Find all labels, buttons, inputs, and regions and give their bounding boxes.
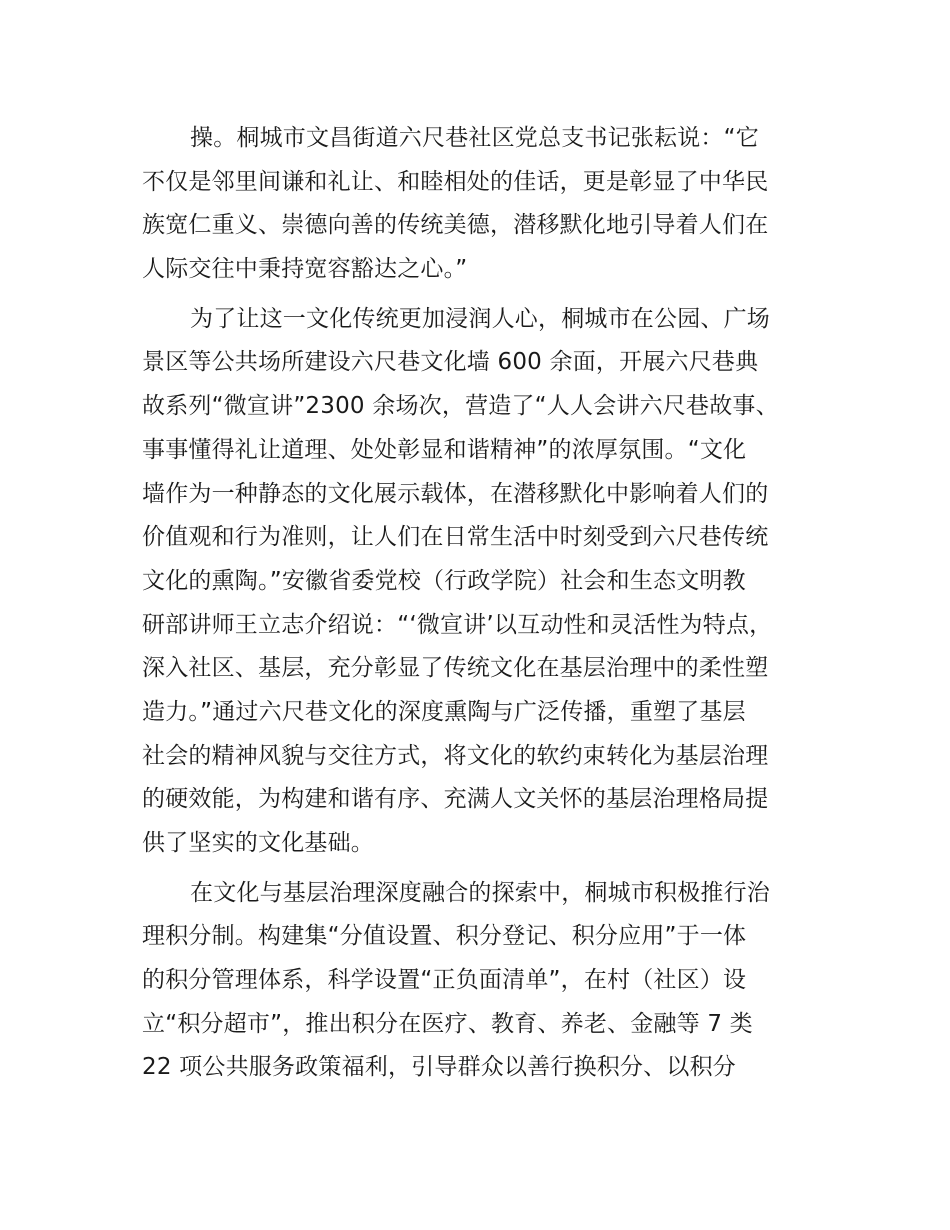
text-line: 墙作为一种静态的文化展示载体，在潜移默化中影响着人们的 bbox=[142, 480, 769, 507]
text-line: 理积分制。构建集“分值设置、积分登记、积分应用”于一体 bbox=[142, 923, 747, 950]
paragraph-3 bbox=[142, 872, 832, 1090]
text-line: 的硬效能，为构建和谐有序、充满人文关怀的基层治理格局提 bbox=[142, 786, 769, 813]
text-line: 操。桐城市文昌街道六尺巷社区党总支书记张耘说：“它 bbox=[190, 125, 759, 151]
paragraph-2 bbox=[142, 298, 832, 866]
article-body bbox=[142, 117, 832, 1096]
text-line: 景区等公共场所建设六尺巷文化墙 600 余面，开展六尺巷典 bbox=[142, 349, 759, 376]
text-line: 事事懂得礼让道理、处处彰显和谐精神”的浓厚氛围。“文化 bbox=[142, 436, 747, 463]
text-line: 为了让这一文化传统更加浸润人心，桐城市在公园、广场 bbox=[190, 305, 770, 332]
text-line: 故系列“微宣讲”2300 余场次，营造了“人人会讲六尺巷故事、 bbox=[142, 393, 779, 420]
text-line: 族宽仁重义、崇德向善的传统美德，潜移默化地引导着人们在 bbox=[142, 212, 769, 239]
text-line: 造力。”通过六尺巷文化的深度熏陶与广泛传播，重塑了基层 bbox=[142, 698, 746, 725]
text-line: 社会的精神风貌与交往方式，将文化的软约束转化为基层治理 bbox=[142, 742, 769, 769]
text-line: 不仅是邻里间谦和礼让、和睦相处的佳话，更是彰显了中华民 bbox=[142, 168, 769, 195]
text-line: 文化的熏陶。”安徽省委党校（行政学院）社会和生态文明教 bbox=[142, 567, 746, 594]
text-line: 供了坚实的文化基础。 bbox=[142, 830, 374, 856]
text-line: 立“积分超市”，推出积分在医疗、教育、养老、金融等 7 类 bbox=[142, 1010, 753, 1037]
text-line: 研部讲师王立志介绍说：“‘微宣讲’以互动性和灵活性为特点， bbox=[142, 611, 773, 638]
text-line: 价值观和行为准则，让人们在日常生活中时刻受到六尺巷传统 bbox=[142, 524, 769, 551]
text-line: 的积分管理体系，科学设置“正负面清单”，在村（社区）设 bbox=[142, 967, 747, 994]
text-line: 人际交往中秉持宽容豁达之心。” bbox=[142, 256, 468, 283]
paragraph-1 bbox=[142, 117, 832, 292]
text-line: 在文化与基层治理深度融合的探索中，桐城市积极推行治 bbox=[190, 879, 770, 906]
text-line: 22 项公共服务政策福利，引导群众以善行换积分、以积分 bbox=[142, 1054, 736, 1081]
text-line: 深入社区、基层，充分彰显了传统文化在基层治理中的柔性塑 bbox=[142, 655, 769, 682]
